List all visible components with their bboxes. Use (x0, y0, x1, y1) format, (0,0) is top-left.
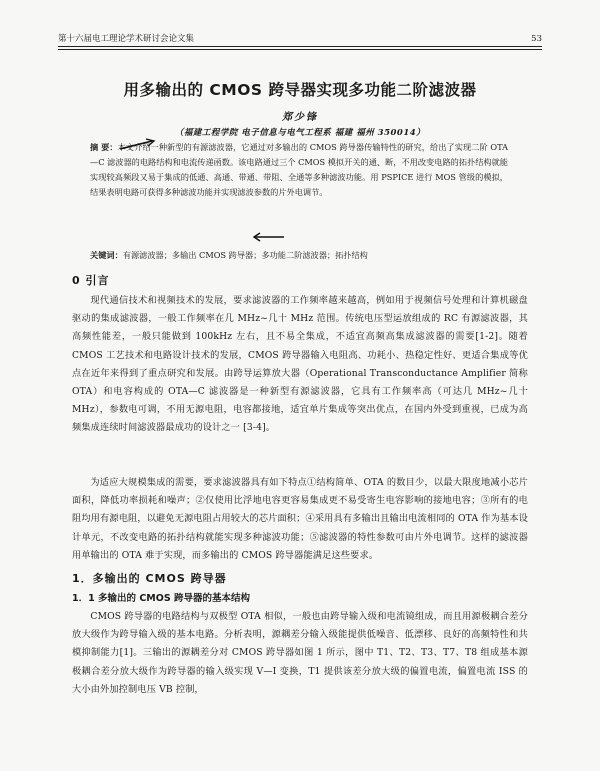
header-rule (58, 46, 542, 47)
keywords-label: 关键词： (90, 250, 123, 260)
annotation-end-arrow-icon (252, 232, 286, 242)
keywords-text: 有源滤波器；多输出 CMOS 跨导器；多功能二阶滤波器；拓扑结构 (122, 250, 368, 260)
running-header (58, 30, 542, 44)
abstract-label: 摘 要： (90, 142, 118, 152)
header-rule-thin (58, 49, 542, 50)
proceedings-title: 第十六届电工理论学术研讨会论文集 (58, 34, 195, 44)
abstract-text: 本文介绍一种新型的有源滤波器，它通过对多输出的 CMOS 跨导器传输特性的研究，给出了实现二阶 OTA—C 滤波器的电路结构和电流传递函数。该电路通过三个 CMOS 模拟开关的通、断，不用改变电路的拓扑结构就能实现较高频段又易于集成的低通、高通、带通、带阻、全通等多种滤波功能。用 PSPICE 进行 MOS 管级的模拟，结果表明电路可获得多种滤波功能并实现滤波参数的片外电调节。 (90, 142, 508, 197)
abstract (90, 140, 508, 200)
intro-paragraph-2: 为适应大规模集成的需要，要求滤波器具有如下特点①结构简单、OTA 的数目少，以最大限度地减小芯片面积，降低功率损耗和噪声；②仅使用比浮地电容更容易集成更不易受寄生电容影响的接地电容；③所有的电阻均用有源电阻，以避免无源电阻占用较大的芯片面积；④采用具有多输出且输出电流相同的 OTA 作为基本设计单元，不改变电路的拓扑结构就能实现多种滤波功能；⑤滤波器的特性参数可由片外电调节。这样的滤波器用单输出的 OTA 难于实现，而多输出的 CMOS 跨导器能满足这些要求。 (72, 477, 528, 561)
paper-title: 用多输出的 CMOS 跨导器实现多功能二阶滤波器 (123, 81, 477, 99)
paper-author: 郑少锋 (282, 112, 318, 123)
intro-paragraph-1: 现代通信技术和视频技术的发展，要求滤波器的工作频率越来越高，例如用于视频信号处理和计算机磁盘驱动的集成滤波器，一般工作频率在几 MHz~几十 MHz 范围。传统电压型运放组成的 RC 有源滤波器，其高频性能差，一般只能做到 100kHz 左右，且不易全集成，不适宜高频高集成滤波器的需要[1-2]。随着 CMOS 工艺技术和电路设计技术的发展，CMOS 跨导器输入电阻高、功耗小、热稳定性好、更适合集成等优点在近年来得到了重点研究和发展。由跨导运算放大器（Operational Transconductance Amplifier 简称 OTA）和电容构成的 OTA—C 滤波器是一种新型有源滤波器，它具有工作频率高（可达几 MHz~几十 MHz），参数电可调，不用无源电阻，电容都接地，适宜单片集成等突出优点，在国内外受到重视，已成为高频集成连续时间滤波器最成功的设计之一 [3-4]。 (72, 295, 528, 434)
section-heading-1: 1．多输出的 CMOS 跨导器 (72, 572, 227, 585)
section-1-1-paragraph: CMOS 跨导器的电路结构与双极型 OTA 相似，一般也由跨导输入级和电流镜组成，而且用源极耦合差分放大级作为跨导输入级的基本电路。分析表明，源耦差分输入级能提供低噪音、低漂移、良好的高频特性和共模抑制能力[1]。三输出的源耦差分对 CMOS 跨导器如图 1 所示，图中 T1、T2、T3、T7、T8 组成基本源极耦合差分放大级作为跨导器的输入级实现 V—I 变换，T1 提供该差分放大级的偏置电流，偏置电流 ISS 的大小由外加控制电压 VB 控制， (72, 611, 528, 695)
page-number: 53 (531, 34, 542, 44)
section-heading-introduction: 0 引言 (72, 274, 110, 287)
keywords (90, 248, 508, 262)
author-affiliation: （福建工程学院 电子信息与电气工程系 福建 福州 350014） (174, 128, 426, 138)
subsection-heading-1-1: 1．1 多输出的 CMOS 跨导器的基本结构 (72, 593, 250, 604)
